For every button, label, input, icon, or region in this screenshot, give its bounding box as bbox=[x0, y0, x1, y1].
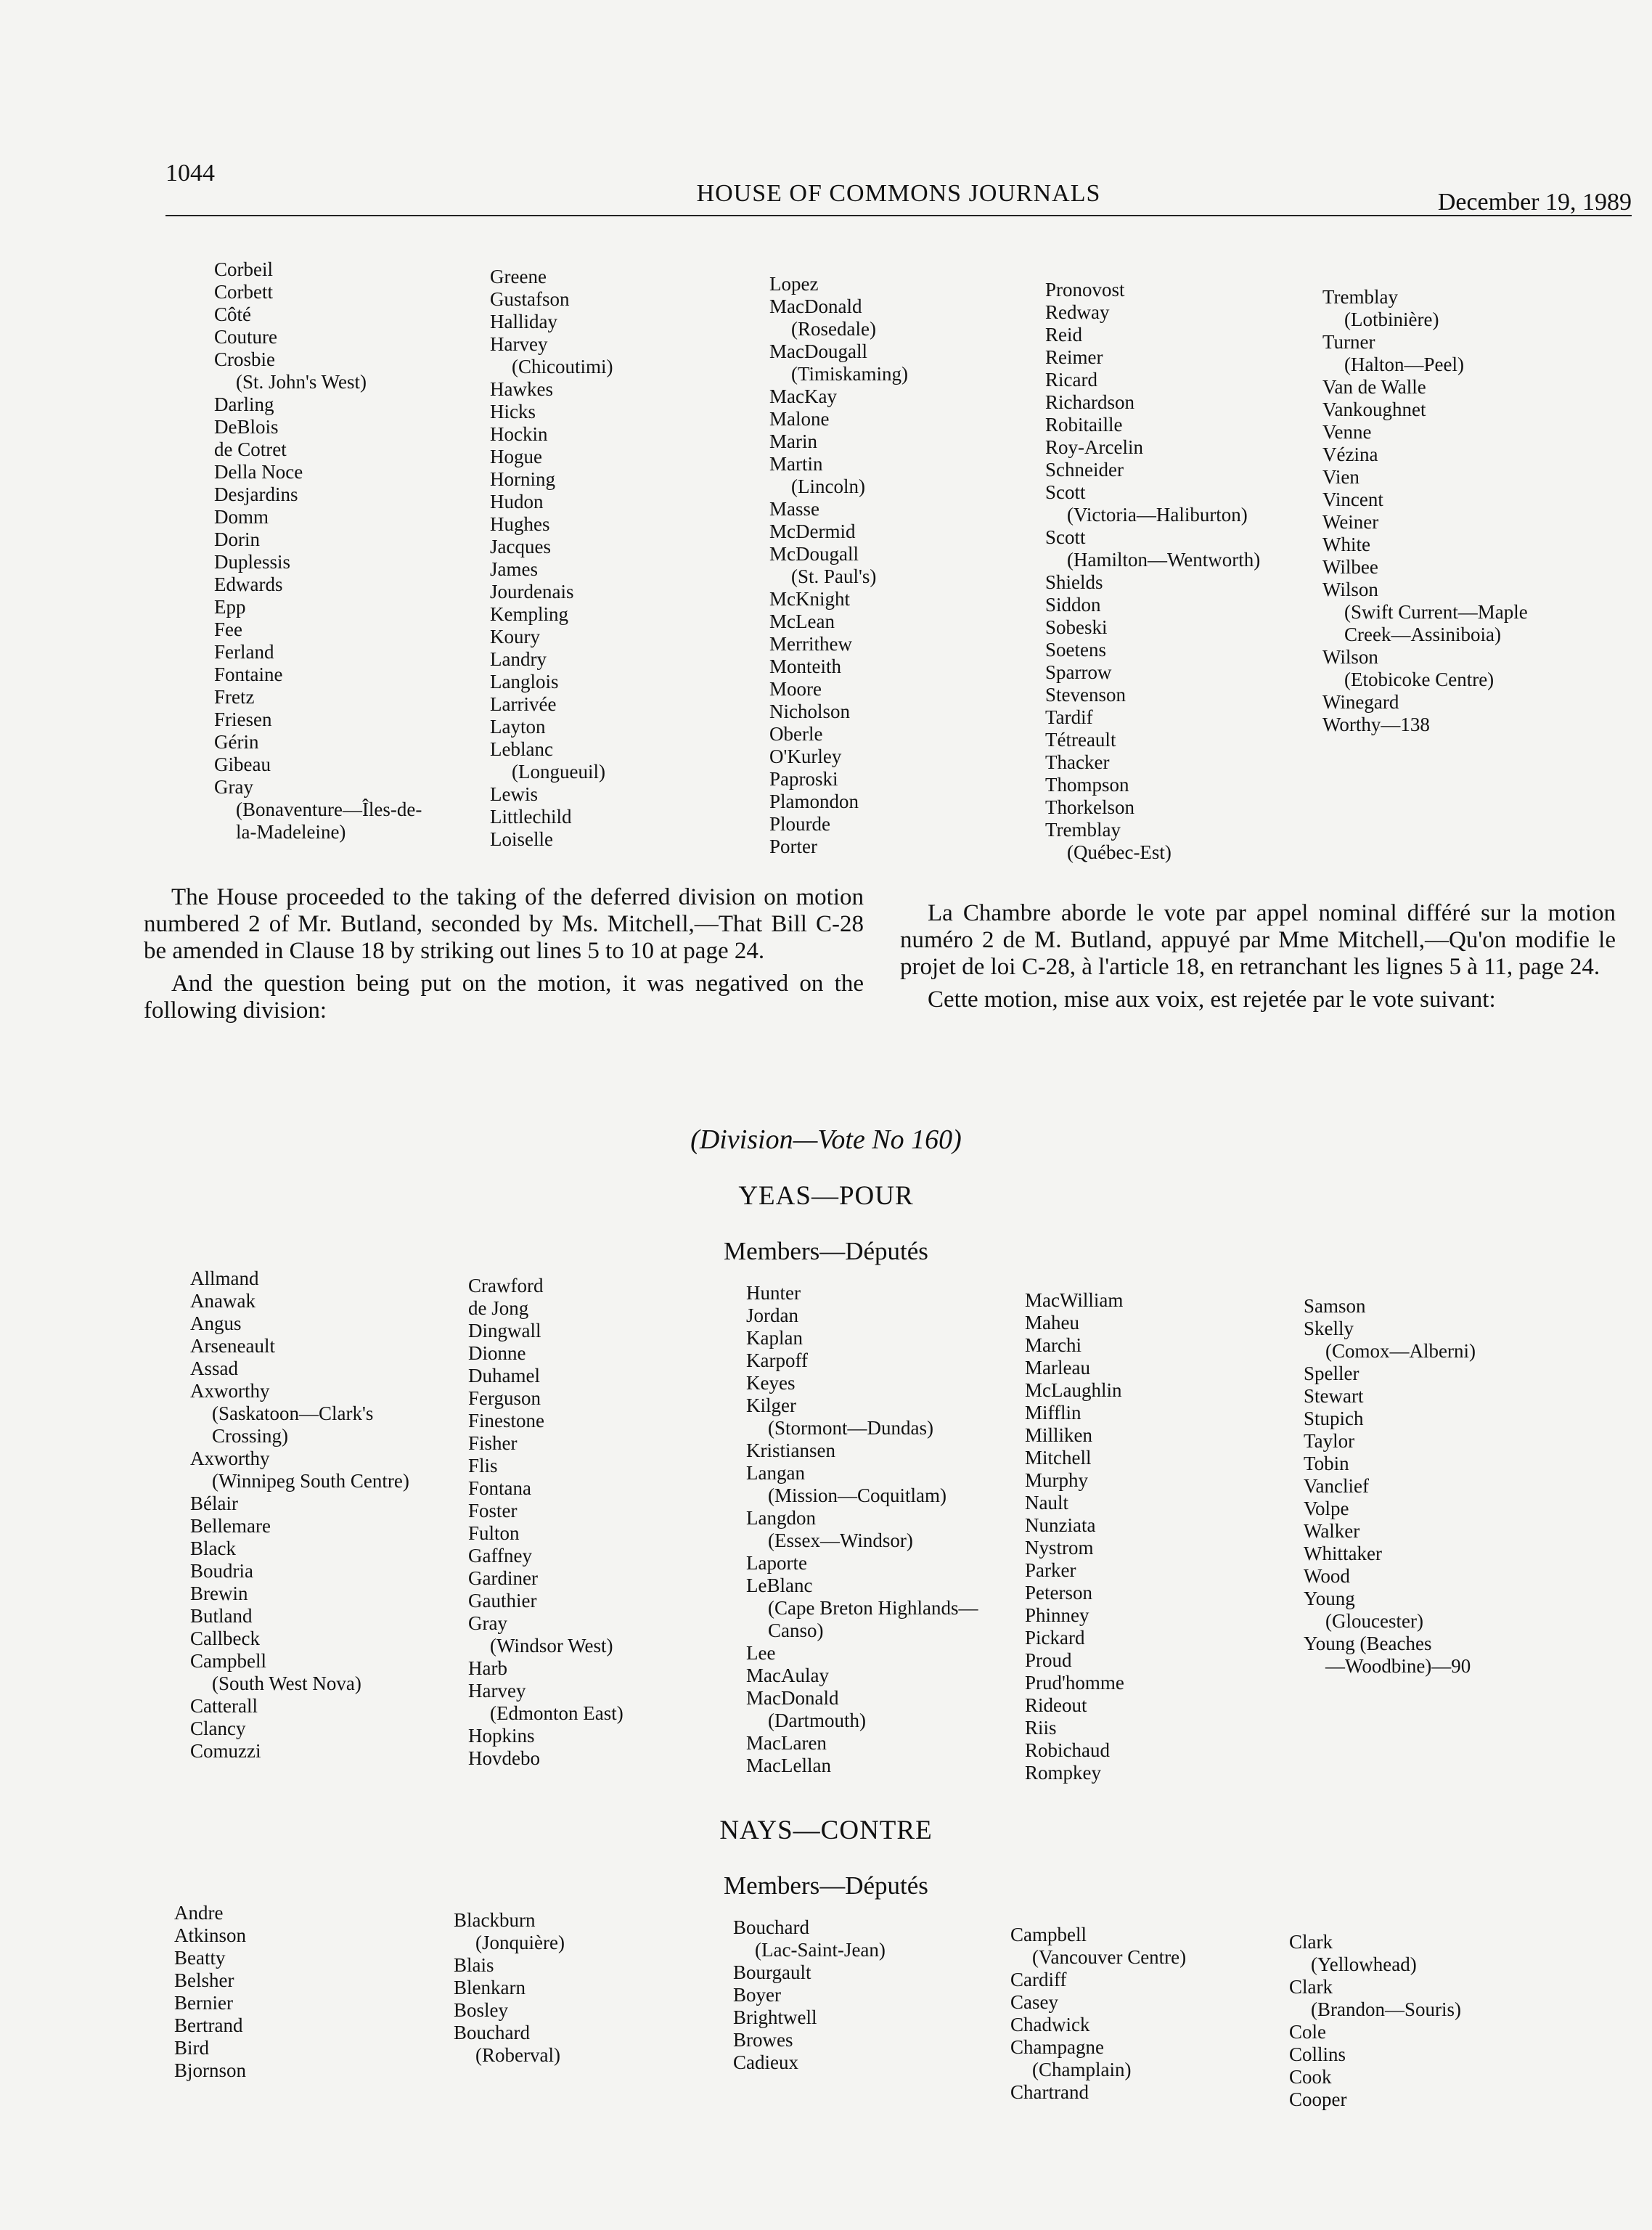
member-name: Leblanc bbox=[490, 738, 553, 760]
member-name: Bouchard bbox=[733, 1916, 809, 1938]
member-name: James bbox=[490, 558, 538, 580]
member-name: Nunziata bbox=[1025, 1514, 1096, 1536]
member-name: Weiner bbox=[1322, 511, 1379, 533]
member-name: (Mission—Coquitlam) bbox=[768, 1484, 947, 1506]
member-name: Reimer bbox=[1045, 346, 1103, 368]
member-name: Allmand bbox=[190, 1267, 259, 1289]
member-name: Anawak bbox=[190, 1290, 255, 1312]
member-name: Cook bbox=[1289, 2066, 1332, 2088]
prev-names-column-3 bbox=[769, 273, 908, 858]
journal-date: December 19, 1989 bbox=[1437, 189, 1632, 216]
member-name: Lopez bbox=[769, 273, 819, 295]
member-name: (Swift Current—Maple bbox=[1344, 601, 1528, 623]
member-name: Cole bbox=[1289, 2021, 1326, 2043]
yeas-subheading: Members—Députés bbox=[724, 1237, 928, 1265]
member-name: Reid bbox=[1045, 324, 1082, 346]
member-name: Redway bbox=[1045, 301, 1110, 323]
page-number: 1044 bbox=[165, 160, 215, 187]
member-name: Gaffney bbox=[468, 1545, 532, 1567]
member-name: Angus bbox=[190, 1312, 242, 1334]
member-name: Hunter bbox=[746, 1282, 801, 1304]
member-name: Thorkelson bbox=[1045, 796, 1134, 818]
member-name: LeBlanc bbox=[746, 1575, 813, 1596]
nays-column-4 bbox=[1010, 1924, 1186, 2104]
member-name: Fisher bbox=[468, 1432, 518, 1454]
member-name: Collins bbox=[1289, 2043, 1346, 2065]
member-name: Cadieux bbox=[733, 2051, 798, 2073]
member-name: Stevenson bbox=[1045, 684, 1126, 706]
member-name: Vincent bbox=[1322, 489, 1383, 510]
member-name: Edwards bbox=[214, 573, 283, 595]
member-name: Wood bbox=[1304, 1565, 1350, 1587]
member-name: Crossing) bbox=[212, 1425, 289, 1447]
member-name: Ricard bbox=[1045, 369, 1097, 391]
member-name: Gray bbox=[468, 1612, 507, 1634]
member-name: Mifflin bbox=[1025, 1402, 1081, 1424]
member-name: Bouchard bbox=[454, 2022, 530, 2043]
member-name: Assad bbox=[190, 1357, 238, 1379]
member-name: Flis bbox=[468, 1455, 498, 1477]
member-name: MacLaren bbox=[746, 1732, 827, 1754]
member-name: Côté bbox=[214, 303, 251, 325]
member-name: Landry bbox=[490, 648, 547, 670]
member-name: Gibeau bbox=[214, 753, 271, 775]
member-name: Winegard bbox=[1322, 691, 1399, 713]
member-name: Jordan bbox=[746, 1304, 798, 1326]
member-name: Hughes bbox=[490, 513, 550, 535]
member-name: Loiselle bbox=[490, 828, 553, 850]
member-name: Whittaker bbox=[1304, 1543, 1382, 1564]
member-name: Scott bbox=[1045, 526, 1086, 548]
header-rule bbox=[165, 215, 1632, 216]
member-name: Walker bbox=[1304, 1520, 1360, 1542]
member-name: Halliday bbox=[490, 311, 557, 332]
yeas-column-5 bbox=[1304, 1295, 1476, 1678]
member-name: Wilson bbox=[1322, 579, 1378, 600]
member-name: Maheu bbox=[1025, 1312, 1079, 1333]
member-name: (South West Nova) bbox=[212, 1672, 361, 1694]
member-name: Bélair bbox=[190, 1492, 238, 1514]
member-name: Kaplan bbox=[746, 1327, 803, 1349]
member-name: Vézina bbox=[1322, 444, 1378, 465]
member-name: Sparrow bbox=[1045, 661, 1112, 683]
member-name: (Etobicoke Centre) bbox=[1344, 669, 1494, 690]
member-name: MacWilliam bbox=[1025, 1289, 1124, 1311]
member-name: (Jonquière) bbox=[475, 1932, 565, 1953]
member-name: Tétreault bbox=[1045, 729, 1116, 751]
french-paragraph-2: Cette motion, mise aux voix, est rejetée par le vote suivant: bbox=[928, 987, 1496, 1013]
member-name: Dorin bbox=[214, 528, 260, 550]
member-name: Wilson bbox=[1322, 646, 1378, 668]
member-name: Skelly bbox=[1304, 1318, 1354, 1339]
member-name: Schneider bbox=[1045, 459, 1124, 481]
member-name: Volpe bbox=[1304, 1498, 1349, 1519]
member-name: Nystrom bbox=[1025, 1537, 1094, 1559]
member-name: Nicholson bbox=[769, 701, 850, 722]
french-paragraph-1: La Chambre aborde le vote par appel nominal différé sur la motion numéro 2 de M. Butland, appuyé par Mme Mitchell,—Qu'on modifie le projet de loi C-28, à l'article 18, en retranchant les lignes 5 à 11, page 24. bbox=[900, 900, 1616, 980]
member-name: Langan bbox=[746, 1462, 805, 1484]
member-name: (Windsor West) bbox=[490, 1635, 613, 1657]
member-name: Comuzzi bbox=[190, 1740, 261, 1762]
member-name: Brightwell bbox=[733, 2006, 817, 2028]
member-name: (Victoria—Haliburton) bbox=[1067, 504, 1248, 526]
french-motion-text bbox=[900, 900, 1616, 1019]
member-name: Axworthy bbox=[190, 1447, 270, 1469]
member-name: Harb bbox=[468, 1657, 507, 1679]
member-name: Karpoff bbox=[746, 1349, 808, 1371]
member-name: (Rosedale) bbox=[791, 318, 876, 340]
member-name: Harvey bbox=[490, 333, 548, 355]
prev-names-column-5 bbox=[1322, 286, 1528, 736]
member-name: Champagne bbox=[1010, 2036, 1104, 2058]
member-name: Kilger bbox=[746, 1394, 796, 1416]
member-name: (Stormont—Dundas) bbox=[768, 1417, 933, 1439]
member-name: Beatty bbox=[174, 1947, 226, 1969]
member-name: Clancy bbox=[190, 1718, 246, 1739]
member-name: Marchi bbox=[1025, 1334, 1081, 1356]
member-name: Chartrand bbox=[1010, 2081, 1089, 2103]
prev-names-column-2 bbox=[490, 266, 613, 851]
member-name: Oberle bbox=[769, 723, 823, 745]
member-name: McKnight bbox=[769, 588, 850, 610]
member-name: Langlois bbox=[490, 671, 559, 693]
member-name: Dingwall bbox=[468, 1320, 541, 1341]
member-name: Harvey bbox=[468, 1680, 526, 1702]
member-name: Campbell bbox=[190, 1650, 266, 1672]
member-name: Fontaine bbox=[214, 663, 283, 685]
member-name: Friesen bbox=[214, 708, 272, 730]
member-name: (Hamilton—Wentworth) bbox=[1067, 549, 1261, 571]
yeas-column-1 bbox=[190, 1267, 409, 1763]
member-name: Couture bbox=[214, 326, 277, 348]
member-name: Hovdebo bbox=[468, 1747, 540, 1769]
member-name: MacKay bbox=[769, 385, 837, 407]
member-name: Butland bbox=[190, 1605, 253, 1627]
member-name: Ferguson bbox=[468, 1387, 541, 1409]
english-paragraph-2: And the question being put on the motion, it was negatived on the following division: bbox=[144, 971, 864, 1024]
member-name: Lee bbox=[746, 1642, 776, 1664]
member-name: Larrivée bbox=[490, 693, 557, 715]
member-name: Hudon bbox=[490, 491, 544, 512]
prev-names-column-1 bbox=[214, 258, 422, 844]
member-name: (Timiskaming) bbox=[791, 363, 909, 385]
member-name: Young bbox=[1304, 1588, 1355, 1609]
member-name: Belsher bbox=[174, 1969, 234, 1991]
nays-column-3 bbox=[733, 1916, 886, 2074]
member-name: Jacques bbox=[490, 536, 551, 558]
member-name: Corbett bbox=[214, 281, 273, 303]
member-name: McLaughlin bbox=[1025, 1379, 1122, 1401]
member-name: Gérin bbox=[214, 731, 259, 753]
member-name: Paproski bbox=[769, 768, 838, 790]
member-name: Lewis bbox=[490, 783, 538, 805]
nays-subheading: Members—Députés bbox=[724, 1871, 928, 1900]
member-name: Fulton bbox=[468, 1522, 520, 1544]
member-name: MacDonald bbox=[769, 295, 862, 317]
member-name: Vanclief bbox=[1304, 1475, 1369, 1497]
division-number: (Division—Vote No 160) bbox=[690, 1124, 962, 1155]
member-name: Chadwick bbox=[1010, 2014, 1090, 2035]
member-name: Tobin bbox=[1304, 1453, 1349, 1474]
member-name: Gauthier bbox=[468, 1590, 537, 1612]
member-name: Phinney bbox=[1025, 1604, 1089, 1626]
member-name: (Edmonton East) bbox=[490, 1702, 623, 1724]
member-name: Martin bbox=[769, 453, 823, 475]
member-name: Laporte bbox=[746, 1552, 807, 1574]
member-name: Turner bbox=[1322, 331, 1375, 353]
yeas-column-4 bbox=[1025, 1289, 1124, 1784]
member-name: Stupich bbox=[1304, 1408, 1364, 1429]
member-name: Pickard bbox=[1025, 1627, 1085, 1649]
member-name: (Essex—Windsor) bbox=[768, 1529, 913, 1551]
member-name: Fee bbox=[214, 618, 242, 640]
member-name: (Chicoutimi) bbox=[512, 356, 613, 377]
member-name: MacLellan bbox=[746, 1755, 831, 1776]
member-name: DeBlois bbox=[214, 416, 279, 438]
member-name: Blenkarn bbox=[454, 1977, 526, 1998]
member-name: Brewin bbox=[190, 1582, 248, 1604]
member-name: (Lincoln) bbox=[791, 475, 865, 497]
member-name: de Cotret bbox=[214, 438, 287, 460]
member-name: (Dartmouth) bbox=[768, 1710, 866, 1731]
member-name: de Jong bbox=[468, 1297, 529, 1319]
member-name: —Woodbine)—90 bbox=[1325, 1655, 1471, 1677]
member-name: Ferland bbox=[214, 641, 274, 663]
member-name: (Comox—Alberni) bbox=[1325, 1340, 1476, 1362]
member-name: Van de Walle bbox=[1322, 376, 1426, 398]
member-name: (Québec-Est) bbox=[1067, 841, 1171, 863]
member-name: Epp bbox=[214, 596, 246, 618]
member-name: Vien bbox=[1322, 466, 1359, 488]
member-name: Catterall bbox=[190, 1695, 258, 1717]
member-name: Keyes bbox=[746, 1372, 796, 1394]
member-name: Moore bbox=[769, 678, 822, 700]
member-name: (Halton—Peel) bbox=[1344, 354, 1464, 375]
member-name: (Champlain) bbox=[1032, 2059, 1132, 2080]
member-name: Soetens bbox=[1045, 639, 1106, 661]
member-name: Darling bbox=[214, 393, 274, 415]
member-name: Horning bbox=[490, 468, 555, 490]
member-name: Clark bbox=[1289, 1976, 1333, 1998]
prev-names-column-4 bbox=[1045, 279, 1260, 864]
member-name: Cooper bbox=[1289, 2088, 1347, 2110]
member-name: (St. Paul's) bbox=[791, 565, 877, 587]
member-name: Proud bbox=[1025, 1649, 1072, 1671]
member-name: Pronovost bbox=[1045, 279, 1125, 301]
member-name: Foster bbox=[468, 1500, 518, 1522]
member-name: Bourgault bbox=[733, 1961, 811, 1983]
member-name: MacDougall bbox=[769, 340, 867, 362]
member-name: Campbell bbox=[1010, 1924, 1087, 1945]
member-name: Hicks bbox=[490, 401, 536, 422]
member-name: Fontana bbox=[468, 1477, 531, 1499]
member-name: McDermid bbox=[769, 520, 856, 542]
member-name: Rompkey bbox=[1025, 1762, 1101, 1784]
member-name: Riis bbox=[1025, 1717, 1057, 1739]
member-name: Casey bbox=[1010, 1991, 1058, 2013]
yeas-heading: YEAS—POUR bbox=[738, 1181, 914, 1211]
member-name: Andre bbox=[174, 1902, 224, 1924]
member-name: Hogue bbox=[490, 446, 542, 467]
member-name: Marleau bbox=[1025, 1357, 1090, 1379]
journal-title: HOUSE OF COMMONS JOURNALS bbox=[696, 180, 1101, 207]
member-name: Sobeski bbox=[1045, 616, 1108, 638]
member-name: Tardif bbox=[1045, 706, 1093, 728]
nays-column-1 bbox=[174, 1902, 246, 2082]
member-name: Venne bbox=[1322, 421, 1372, 443]
member-name: Cardiff bbox=[1010, 1969, 1067, 1990]
member-name: Hockin bbox=[490, 423, 548, 445]
english-motion-text bbox=[144, 884, 864, 1030]
member-name: Langdon bbox=[746, 1507, 816, 1529]
member-name: Roy-Arcelin bbox=[1045, 436, 1143, 458]
member-name: la-Madeleine) bbox=[236, 821, 346, 843]
member-name: (Saskatoon—Clark's bbox=[212, 1402, 374, 1424]
member-name: Dionne bbox=[468, 1342, 526, 1364]
yeas-column-2 bbox=[468, 1275, 623, 1770]
member-name: (Lotbinière) bbox=[1344, 309, 1439, 330]
member-name: Young (Beaches bbox=[1304, 1633, 1432, 1654]
member-name: (Winnipeg South Centre) bbox=[212, 1470, 409, 1492]
member-name: O'Kurley bbox=[769, 746, 842, 767]
member-name: (Lac-Saint-Jean) bbox=[755, 1939, 886, 1961]
member-name: Gustafson bbox=[490, 288, 570, 310]
member-name: Taylor bbox=[1304, 1430, 1355, 1452]
member-name: (Yellowhead) bbox=[1311, 1953, 1417, 1975]
member-name: Browes bbox=[733, 2029, 793, 2051]
member-name: Robitaille bbox=[1045, 414, 1123, 436]
member-name: Plamondon bbox=[769, 791, 859, 812]
member-name: Crawford bbox=[468, 1275, 544, 1296]
member-name: Arseneault bbox=[190, 1335, 275, 1357]
member-name: Duplessis bbox=[214, 551, 291, 573]
member-name: Peterson bbox=[1025, 1582, 1092, 1604]
member-name: Stewart bbox=[1304, 1385, 1364, 1407]
member-name: Clark bbox=[1289, 1931, 1333, 1953]
member-name: McDougall bbox=[769, 543, 859, 565]
member-name: Atkinson bbox=[174, 1924, 247, 1946]
member-name: Bjornson bbox=[174, 2059, 247, 2081]
member-name: Murphy bbox=[1025, 1469, 1088, 1491]
member-name: (Bonaventure—Îles-de- bbox=[236, 799, 422, 820]
member-name: Greene bbox=[490, 266, 547, 287]
member-name: Plourde bbox=[769, 813, 830, 835]
member-name: (St. John's West) bbox=[236, 371, 367, 393]
member-name: Layton bbox=[490, 716, 546, 738]
member-name: Mitchell bbox=[1025, 1447, 1092, 1469]
member-name: Marin bbox=[769, 430, 817, 452]
member-name: Samson bbox=[1304, 1295, 1366, 1317]
member-name: Koury bbox=[490, 626, 540, 648]
member-name: Richardson bbox=[1045, 391, 1134, 413]
member-name: Scott bbox=[1045, 481, 1086, 503]
member-name: Milliken bbox=[1025, 1424, 1092, 1446]
nays-column-2 bbox=[454, 1909, 565, 2067]
member-name: Bosley bbox=[454, 1999, 509, 2021]
member-name: Finestone bbox=[468, 1410, 544, 1431]
member-name: (Longueuil) bbox=[512, 761, 605, 783]
member-name: Nault bbox=[1025, 1492, 1068, 1514]
member-name: Prud'homme bbox=[1025, 1672, 1124, 1694]
member-name: Porter bbox=[769, 836, 817, 857]
member-name: Merrithew bbox=[769, 633, 852, 655]
member-name: Parker bbox=[1025, 1559, 1076, 1581]
member-name: Robichaud bbox=[1025, 1739, 1110, 1761]
member-name: Corbeil bbox=[214, 258, 273, 280]
yeas-column-3 bbox=[746, 1282, 978, 1777]
member-name: Thompson bbox=[1045, 774, 1129, 796]
member-name: McLean bbox=[769, 610, 835, 632]
member-name: (Vancouver Centre) bbox=[1032, 1946, 1187, 1968]
member-name: Gray bbox=[214, 776, 253, 798]
member-name: (Cape Breton Highlands— bbox=[768, 1597, 978, 1619]
member-name: Jourdenais bbox=[490, 581, 574, 603]
member-name: Creek—Assiniboia) bbox=[1344, 624, 1501, 645]
member-name: (Roberval) bbox=[475, 2044, 560, 2066]
member-name: Speller bbox=[1304, 1363, 1359, 1384]
nays-heading: NAYS—CONTRE bbox=[719, 1816, 933, 1845]
member-name: Bertrand bbox=[174, 2014, 243, 2036]
member-name: Hopkins bbox=[468, 1725, 535, 1747]
member-name: Della Noce bbox=[214, 461, 303, 483]
member-name: Tremblay bbox=[1045, 819, 1121, 841]
member-name: Kristiansen bbox=[746, 1439, 835, 1461]
member-name: Boyer bbox=[733, 1984, 781, 2006]
member-name: Bellemare bbox=[190, 1515, 271, 1537]
member-name: Boudria bbox=[190, 1560, 253, 1582]
member-name: (Gloucester) bbox=[1325, 1610, 1423, 1632]
member-name: MacAulay bbox=[746, 1665, 829, 1686]
member-name: Hawkes bbox=[490, 378, 553, 400]
member-name: Malone bbox=[769, 408, 830, 430]
member-name: Blackburn bbox=[454, 1909, 536, 1931]
nays-column-5 bbox=[1289, 1931, 1461, 2111]
member-name: Littlechild bbox=[490, 806, 572, 828]
member-name: Canso) bbox=[768, 1620, 824, 1641]
member-name: Thacker bbox=[1045, 751, 1110, 773]
member-name: White bbox=[1322, 534, 1370, 555]
member-name: Blais bbox=[454, 1954, 494, 1976]
member-name: Shields bbox=[1045, 571, 1103, 593]
member-name: Gardiner bbox=[468, 1567, 538, 1589]
member-name: Bernier bbox=[174, 1992, 233, 2014]
member-name: Monteith bbox=[769, 655, 841, 677]
member-name: Axworthy bbox=[190, 1380, 270, 1402]
english-paragraph-1: The House proceeded to the taking of the deferred division on motion numbered 2 of Mr. Butland, seconded by Ms. Mitchell,—That Bill C-28 be amended in Clause 18 by striking out lines 5 to 10 at page 24. bbox=[144, 884, 864, 964]
member-name: (Brandon—Souris) bbox=[1311, 1998, 1461, 2020]
member-name: Wilbee bbox=[1322, 556, 1378, 578]
page-header bbox=[165, 160, 1632, 215]
member-name: Crosbie bbox=[214, 348, 275, 370]
member-name: Duhamel bbox=[468, 1365, 540, 1386]
member-name: Fretz bbox=[214, 686, 255, 708]
member-name: Worthy—138 bbox=[1322, 714, 1430, 735]
member-name: Callbeck bbox=[190, 1627, 260, 1649]
member-name: Domm bbox=[214, 506, 269, 528]
member-name: Black bbox=[190, 1537, 236, 1559]
member-name: Masse bbox=[769, 498, 819, 520]
member-name: Siddon bbox=[1045, 594, 1101, 616]
member-name: Kempling bbox=[490, 603, 568, 625]
member-name: Vankoughnet bbox=[1322, 399, 1426, 420]
member-name: Tremblay bbox=[1322, 286, 1399, 308]
member-name: Bird bbox=[174, 2037, 210, 2059]
member-name: Desjardins bbox=[214, 483, 298, 505]
member-name: Rideout bbox=[1025, 1694, 1087, 1716]
member-name: MacDonald bbox=[746, 1687, 839, 1709]
